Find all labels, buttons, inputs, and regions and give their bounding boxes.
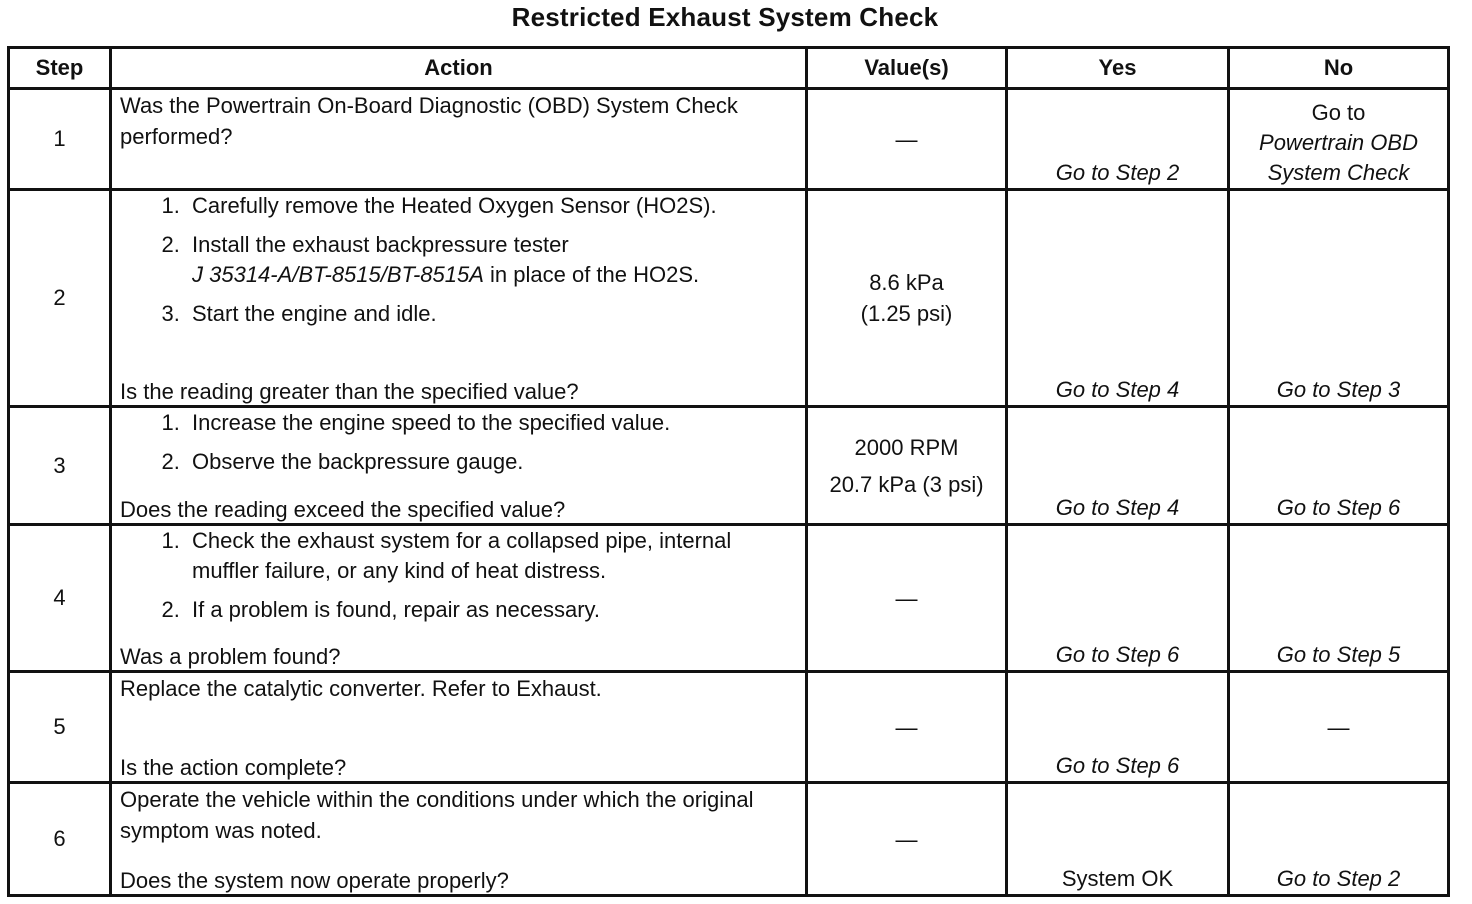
yes-link[interactable]: Go to Step 4 [1055, 377, 1180, 402]
action-cell [111, 407, 807, 525]
yes-cell [1007, 190, 1229, 407]
yes-link[interactable]: Go to Step 6 [1055, 642, 1180, 667]
yes-cell [1007, 783, 1229, 896]
no-cell [1229, 783, 1449, 896]
question-text: Does the system now operate properly? [120, 868, 509, 893]
value-cell [807, 190, 1007, 407]
header-action: Action [111, 48, 807, 89]
yes-result: System OK [1061, 866, 1174, 891]
list-item: 1. Check the exhaust system for a collapsed pipe, internal muffler failure, or any kind of heat distress. [186, 526, 797, 586]
list-item: 1. Increase the engine speed to the specified value. [186, 408, 797, 438]
list-item: 3. Start the engine and idle. [186, 299, 797, 329]
step-number: 5 [9, 672, 111, 783]
table-row [9, 525, 1449, 672]
no-link[interactable]: Go to Step 5 [1276, 642, 1401, 667]
list-item: 2. Observe the backpressure gauge. [186, 447, 797, 477]
value-cell [807, 783, 1007, 896]
action-text: Operate the vehicle within the conditions under which the original symptom was noted. [120, 787, 754, 843]
yes-link[interactable]: Go to Step 4 [1055, 495, 1180, 520]
action-cell [111, 672, 807, 783]
value-primary: 2000 RPM [854, 434, 959, 460]
yes-link[interactable]: Go to Step 2 [1055, 160, 1180, 185]
header-yes: Yes [1007, 48, 1229, 89]
no-link[interactable]: Go to Step 3 [1276, 377, 1401, 402]
value-dash: — [1327, 714, 1350, 740]
page-title: Restricted Exhaust System Check [511, 2, 939, 32]
action-cell [111, 190, 807, 407]
table-row [9, 89, 1449, 190]
step-number: 1 [9, 89, 111, 190]
step-number: 3 [9, 407, 111, 525]
value-dash: — [895, 714, 918, 740]
list-item [186, 230, 797, 290]
table-row [9, 190, 1449, 407]
header-row [9, 48, 1449, 89]
value-cell [807, 89, 1007, 190]
yes-cell [1007, 89, 1229, 190]
question-text: Is the action complete? [120, 755, 347, 780]
question-text: Is the reading greater than the specified value? [120, 379, 579, 404]
value-dash: — [895, 126, 918, 152]
question-text: Was a problem found? [120, 644, 341, 669]
list-item: 2. If a problem is found, repair as necessary. [186, 595, 797, 625]
diagnostic-table [7, 46, 1450, 897]
step-number: 4 [9, 525, 111, 672]
header-step: Step [9, 48, 111, 89]
value-primary: 8.6 kPa [869, 270, 944, 295]
no-cell [1229, 190, 1449, 407]
value-dash: — [895, 585, 918, 611]
action-steps [120, 526, 797, 634]
table-row [9, 783, 1449, 896]
step-number: 2 [9, 190, 111, 407]
action-text: Was the Powertrain On-Board Diagnostic (OBD) System Check performed? [120, 93, 738, 149]
no-cell [1229, 407, 1449, 525]
action-steps [120, 408, 797, 486]
value-secondary: (1.25 psi) [860, 301, 953, 326]
no-link[interactable]: Go to Step 2 [1276, 866, 1401, 891]
step-number: 6 [9, 783, 111, 896]
header-no: No [1229, 48, 1449, 89]
table-row [9, 672, 1449, 783]
no-cell [1229, 672, 1449, 783]
no-cell [1229, 89, 1449, 190]
action-text: Replace the catalytic converter. Refer to Exhaust. [120, 676, 602, 701]
value-dash: — [895, 826, 918, 852]
no-link[interactable]: System Check [1267, 160, 1410, 185]
tool-number: J 35314-A/BT-8515/BT-8515A [192, 262, 484, 287]
yes-link[interactable]: Go to Step 6 [1055, 753, 1180, 778]
action-cell [111, 89, 807, 190]
no-text: Go to [1311, 100, 1366, 125]
question-text: Does the reading exceed the specified value? [120, 497, 566, 522]
action-cell [111, 525, 807, 672]
action-steps [120, 191, 797, 338]
header-values: Value(s) [807, 48, 1007, 89]
action-cell [111, 783, 807, 896]
list-item-text: in place of the HO2S. [483, 262, 700, 287]
yes-cell [1007, 525, 1229, 672]
yes-cell [1007, 672, 1229, 783]
table-row [9, 407, 1449, 525]
value-cell [807, 407, 1007, 525]
no-cell [1229, 525, 1449, 672]
list-item-text: Install the exhaust backpressure tester [192, 232, 569, 257]
no-link[interactable]: Go to Step 6 [1276, 495, 1401, 520]
value-secondary: 20.7 kPa (3 psi) [829, 471, 984, 497]
yes-cell [1007, 407, 1229, 525]
list-item: 1. Carefully remove the Heated Oxygen Sensor (HO2S). [186, 191, 797, 221]
no-link[interactable]: Powertrain OBD [1259, 130, 1418, 155]
value-cell [807, 672, 1007, 783]
value-cell [807, 525, 1007, 672]
